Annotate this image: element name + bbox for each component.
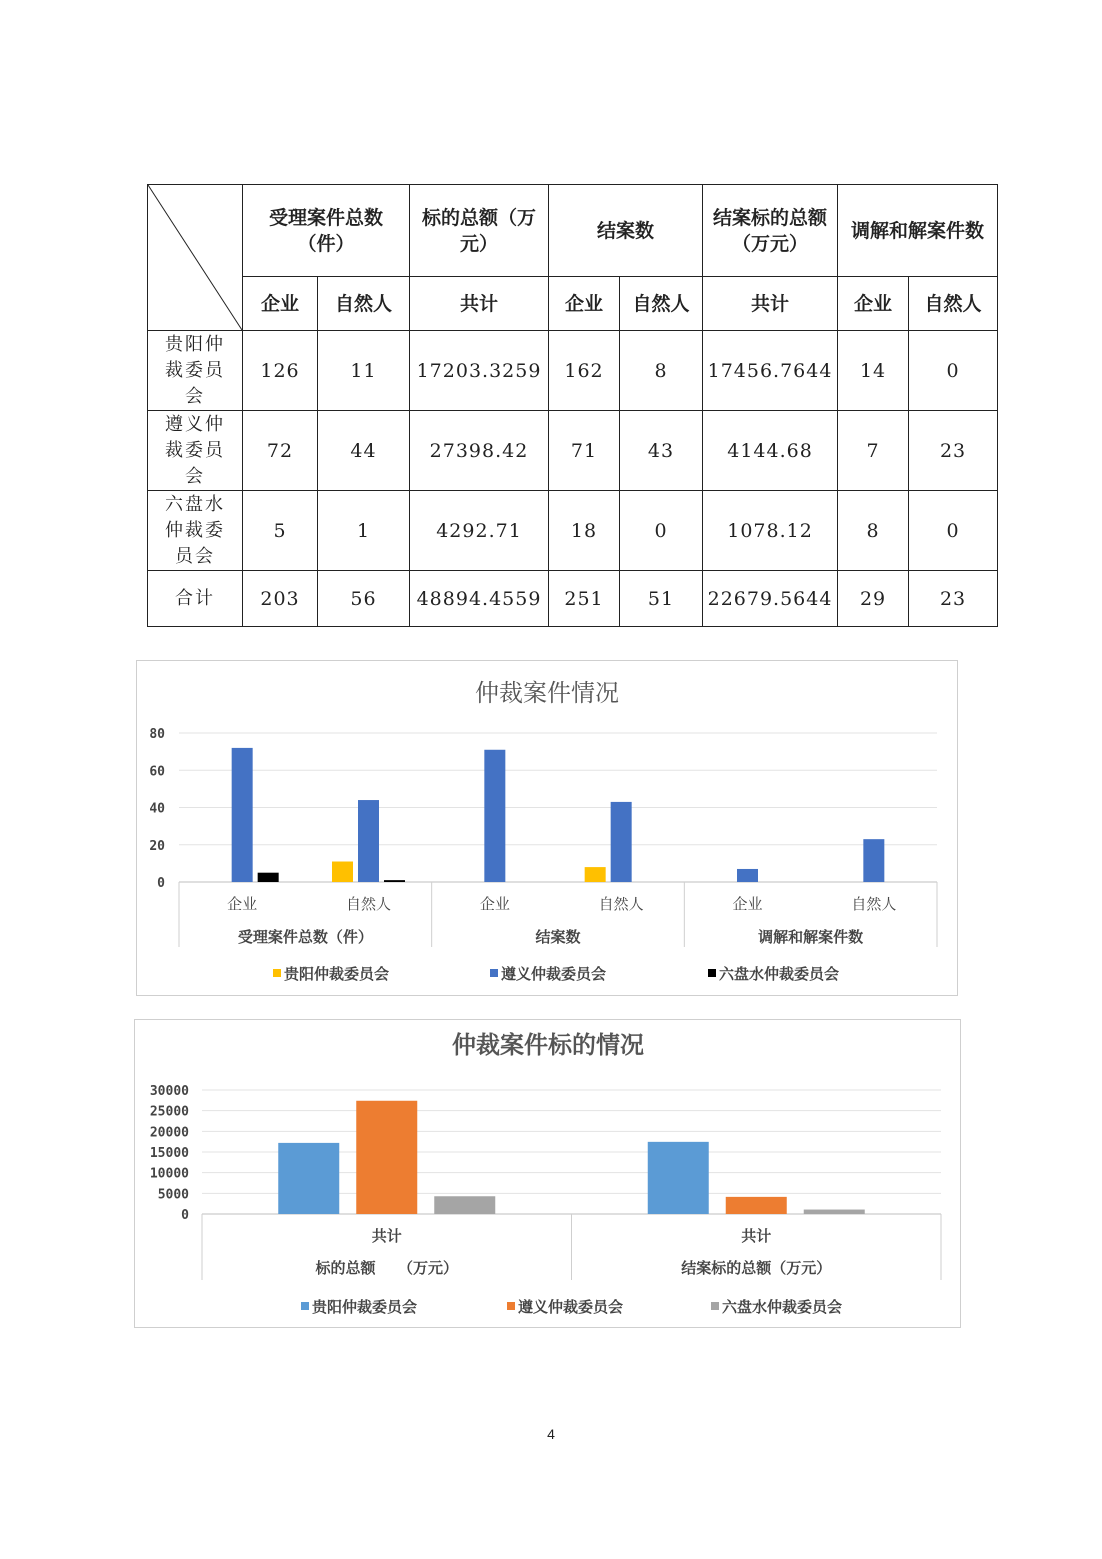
table-cell: 1078.12 <box>703 491 838 571</box>
table-header-row <box>148 185 998 277</box>
group-label: 标的总额 （万元） <box>315 1259 459 1277</box>
bar <box>585 867 606 882</box>
category-label: 共计 <box>371 1227 402 1245</box>
bar <box>434 1196 495 1214</box>
header-subject-amount: 标的总额（万元） <box>410 185 549 277</box>
y-tick-label: 0 <box>157 876 165 891</box>
table-row <box>148 331 998 411</box>
table-cell: 14 <box>838 331 909 411</box>
table-cell: 4144.68 <box>703 411 838 491</box>
bar <box>726 1197 787 1214</box>
bar <box>356 1101 417 1214</box>
legend-swatch <box>708 969 716 977</box>
table-cell: 1 <box>318 491 410 571</box>
subheader-cell: 自然人 <box>318 277 410 331</box>
y-tick-label: 15000 <box>149 1146 189 1161</box>
header-closed-cases: 结案数 <box>549 185 703 277</box>
table-total-row <box>148 571 998 627</box>
category-label: 企业 <box>479 895 510 913</box>
table-cell: 48894.4559 <box>410 571 549 627</box>
bar <box>258 873 279 882</box>
table-cell: 7 <box>838 411 909 491</box>
table-cell: 51 <box>620 571 703 627</box>
y-tick-label: 60 <box>149 764 165 780</box>
bar <box>737 869 758 882</box>
legend-label: 遵义仲裁委员会 <box>518 1298 624 1316</box>
legend-swatch <box>711 1302 719 1310</box>
table-cell: 8 <box>838 491 909 571</box>
table-cell: 71 <box>549 411 620 491</box>
row-label: 合计 <box>148 571 243 627</box>
y-tick-label: 20000 <box>149 1125 189 1141</box>
bar <box>648 1142 709 1214</box>
group-label: 结案标的总额（万元） <box>681 1259 832 1277</box>
bar <box>232 748 253 882</box>
amount-bar-chart <box>135 1020 960 1327</box>
table-cell: 44 <box>318 411 410 491</box>
bar <box>384 880 405 882</box>
table-cell: 8 <box>620 331 703 411</box>
bar <box>278 1143 339 1214</box>
legend-label: 遵义仲裁委员会 <box>501 965 607 983</box>
y-tick-label: 20 <box>149 838 165 854</box>
table-cell: 5 <box>243 491 318 571</box>
y-tick-label: 30000 <box>149 1084 189 1099</box>
group-label: 结案数 <box>535 928 581 946</box>
table-subheader-row <box>148 277 998 331</box>
y-tick-label: 10000 <box>149 1166 189 1182</box>
table-cell: 17456.7644 <box>703 331 838 411</box>
table-cell: 0 <box>909 491 998 571</box>
y-tick-label: 80 <box>149 727 165 742</box>
group-label: 调解和解案件数 <box>758 928 864 946</box>
table-cell: 27398.42 <box>410 411 549 491</box>
row-label: 遵义仲裁委员会 <box>148 411 243 491</box>
bar <box>332 862 353 882</box>
legend-label: 六盘水仲裁委员会 <box>722 1298 843 1316</box>
table-cell: 18 <box>549 491 620 571</box>
table-cell: 4292.71 <box>410 491 549 571</box>
category-label: 自然人 <box>345 895 392 913</box>
subheader-cell: 共计 <box>410 277 549 331</box>
category-label: 企业 <box>732 895 763 913</box>
bar <box>863 839 884 882</box>
subheader-cell: 企业 <box>838 277 909 331</box>
case-chart-frame <box>136 660 958 996</box>
bar <box>484 750 505 882</box>
chart-title: 仲裁案件标的情况 <box>452 1031 644 1059</box>
diagonal-line <box>148 185 242 330</box>
table-cell: 72 <box>243 411 318 491</box>
bar <box>358 800 379 882</box>
case-bar-chart <box>137 661 957 995</box>
table-cell: 11 <box>318 331 410 411</box>
row-label: 六盘水仲裁委员会 <box>148 491 243 571</box>
table-corner-cell <box>148 185 243 331</box>
legend-label: 六盘水仲裁委员会 <box>719 965 840 983</box>
table-row <box>148 491 998 571</box>
subheader-cell: 自然人 <box>620 277 703 331</box>
row-label: 贵阳仲裁委员会 <box>148 331 243 411</box>
header-mediated-cases: 调解和解案件数 <box>838 185 998 277</box>
table-cell: 23 <box>909 411 998 491</box>
chart-title: 仲裁案件情况 <box>475 679 619 707</box>
header-closed-amount: 结案标的总额（万元） <box>703 185 838 277</box>
category-label: 自然人 <box>598 895 644 913</box>
y-tick-label: 0 <box>181 1208 189 1223</box>
table-cell: 22679.5644 <box>703 571 838 627</box>
header-accepted-cases: 受理案件总数（件） <box>243 185 410 277</box>
table-cell: 251 <box>549 571 620 627</box>
arbitration-stats-table <box>147 184 998 627</box>
page-number: 4 <box>547 1426 555 1442</box>
table-cell: 162 <box>549 331 620 411</box>
table-cell: 43 <box>620 411 703 491</box>
amount-chart-frame <box>134 1019 961 1328</box>
subheader-cell: 企业 <box>243 277 318 331</box>
bar <box>611 802 632 882</box>
bar <box>804 1210 865 1214</box>
table-row <box>148 411 998 491</box>
table-cell: 126 <box>243 331 318 411</box>
legend-label: 贵阳仲裁委员会 <box>284 965 390 983</box>
table-cell: 17203.3259 <box>410 331 549 411</box>
table-cell: 29 <box>838 571 909 627</box>
table-cell: 23 <box>909 571 998 627</box>
category-label: 共计 <box>741 1227 772 1245</box>
table-cell: 0 <box>620 491 703 571</box>
category-label: 企业 <box>227 895 258 913</box>
subheader-cell: 自然人 <box>909 277 998 331</box>
subheader-cell: 共计 <box>703 277 838 331</box>
legend-swatch <box>301 1302 309 1310</box>
table-cell: 56 <box>318 571 410 627</box>
table-cell: 0 <box>909 331 998 411</box>
y-tick-label: 40 <box>149 801 165 817</box>
table-cell: 203 <box>243 571 318 627</box>
legend-swatch <box>507 1302 515 1310</box>
category-label: 自然人 <box>851 895 897 913</box>
y-tick-label: 5000 <box>157 1187 189 1203</box>
group-label: 受理案件总数（件） <box>237 928 373 946</box>
legend-swatch <box>490 969 498 977</box>
subheader-cell: 企业 <box>549 277 620 331</box>
y-tick-label: 25000 <box>149 1104 189 1120</box>
legend-label: 贵阳仲裁委员会 <box>312 1298 418 1316</box>
legend-swatch <box>273 969 281 977</box>
